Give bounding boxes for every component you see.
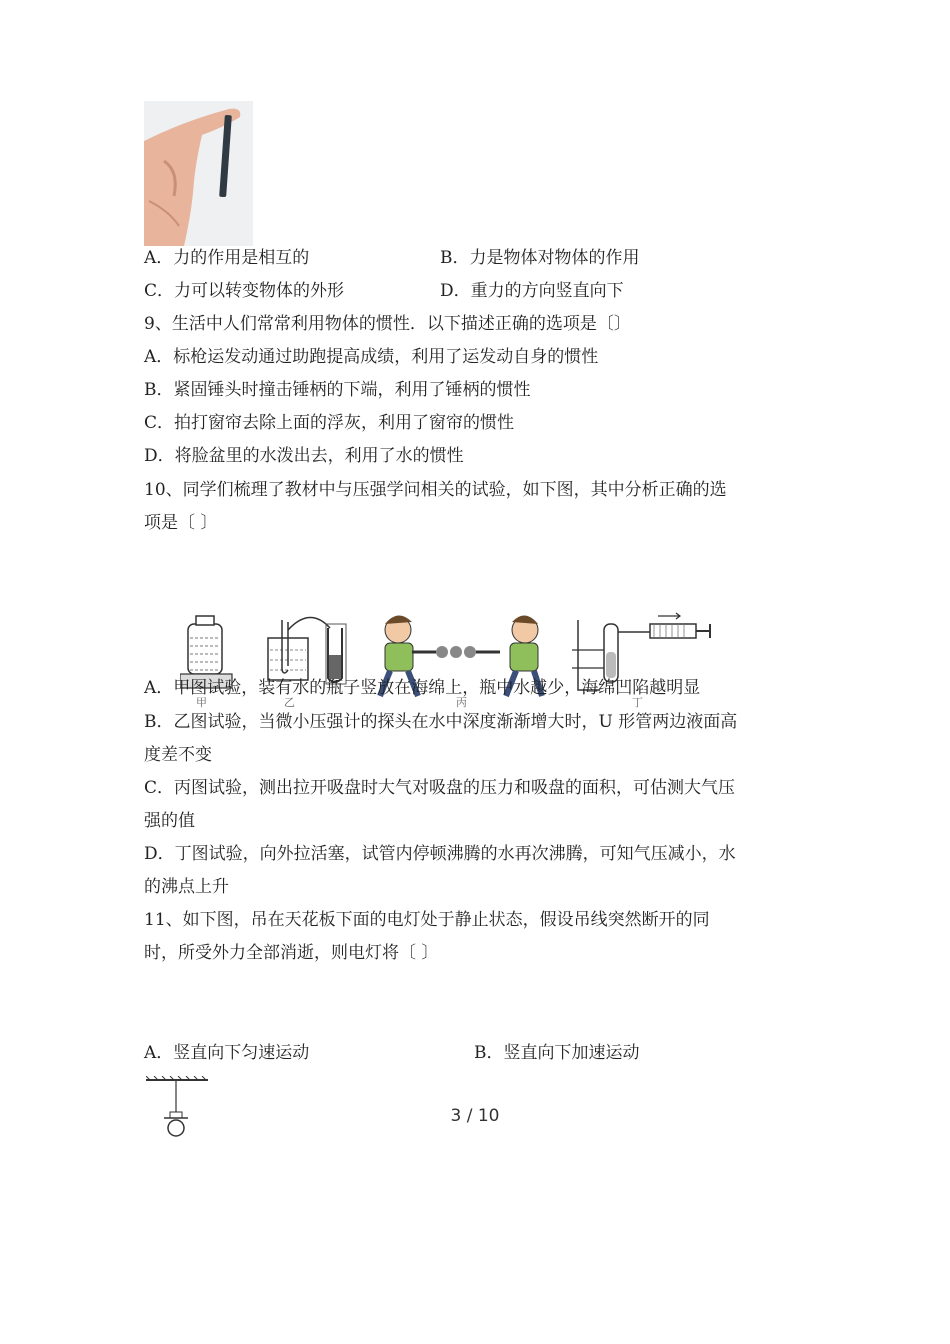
pressure-gauge-diagram — [268, 617, 346, 684]
q8-option-a: A．力的作用是相互的 — [144, 248, 310, 268]
q10-option-b-line2: 度差不变 — [144, 745, 212, 765]
q8-option-b: B．力是物体对物体的作用 — [440, 248, 640, 268]
q9-option-b: B．紧固锤头时撞击锤柄的下端，利用了锤柄的惯性 — [144, 380, 531, 400]
finger-pencil-illustration — [144, 101, 253, 246]
q11-option-a: A．竖直向下匀速运动 — [144, 1043, 310, 1063]
q9-option-a: A．标枪运发动通过助跑提高成绩，利用了运发动自身的惯性 — [144, 347, 599, 367]
q10-stem-line2: 项是〔 〕 — [144, 513, 218, 533]
q10-option-d-line2: 的沸点上升 — [144, 877, 229, 897]
figure-label-ding: 丁 — [632, 696, 643, 709]
q8-option-c: C．力可以转变物体的外形 — [144, 281, 345, 301]
q10-option-b-line1: B．乙图试验，当微小压强计的探头在水中深度渐渐增大时，U 形管两边液面高 — [144, 712, 738, 732]
q10-option-d-line1: D．丁图试验，向外拉活塞，试管内停顿沸腾的水再次沸腾，可知气压减小，水 — [144, 844, 736, 864]
q10-option-c-line1: C．丙图试验，测出拉开吸盘时大气对吸盘的压力和吸盘的面积，可估测大气压 — [144, 778, 736, 798]
q11-option-b: B．竖直向下加速运动 — [474, 1043, 640, 1063]
figure-label-bing: 丙 — [456, 696, 467, 709]
page-number: 3 / 10 — [450, 1106, 500, 1126]
figure-label-yi: 乙 — [284, 696, 295, 709]
q11-stem-line2: 时，所受外力全部消逝，则电灯将〔 〕 — [144, 943, 439, 963]
figure-label-jia: 甲 — [196, 696, 207, 709]
finger-pencil-photo — [144, 101, 253, 246]
q9-option-d: D．将脸盆里的水泼出去，利用了水的惯性 — [144, 446, 464, 466]
q11-stem-line1: 11、如下图，吊在天花板下面的电灯处于静止状态，假设吊线突然断开的同 — [144, 910, 710, 930]
q10-stem-line1: 10、同学们梳理了教材中与压强学问相关的试验，如下图，其中分析正确的选 — [144, 480, 727, 500]
q8-option-d: D．重力的方向竖直向下 — [440, 281, 624, 301]
q10-option-c-line2: 强的值 — [144, 811, 195, 831]
q9-stem: 9、生活中人们常常利用物体的惯性．以下描述正确的选项是〔〕 — [144, 314, 631, 334]
q10-option-a: A．甲图试验，装有水的瓶子竖放在海绵上，瓶中水越少，海绵凹陷越明显 — [144, 678, 701, 698]
q9-option-c: C．拍打窗帘去除上面的浮灰，利用了窗帘的惯性 — [144, 413, 515, 433]
